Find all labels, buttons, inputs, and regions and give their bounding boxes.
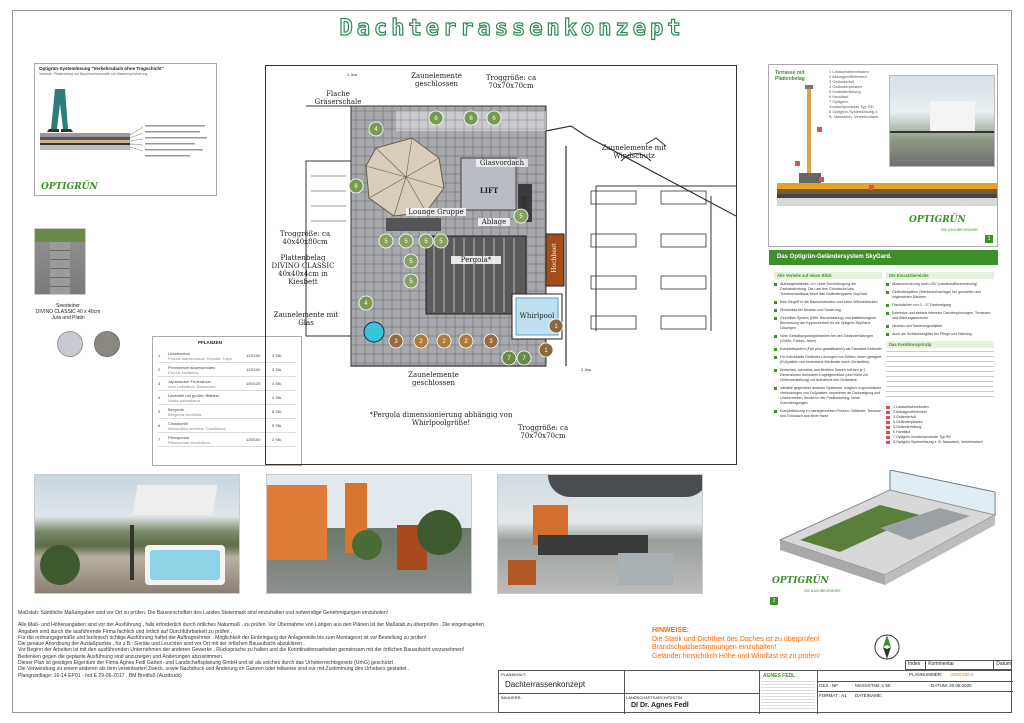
revision-table bbox=[905, 660, 1012, 670]
note-line: Die genaue Anordnung der Auslaßpunkte , für z.B.: Geräte und Leuchten sind vor Ort mit der örtlichen Bauaufsicht abzuklären . bbox=[18, 641, 305, 648]
tb-company-address bbox=[761, 681, 815, 711]
label-lift: LIFT bbox=[479, 186, 499, 195]
skygard-legend-marker bbox=[886, 421, 890, 424]
label-hochbeet: Hochbeet bbox=[551, 243, 558, 273]
spec-heading: Optigrün-Systemlösung "Verkehrsdach ohne Tragschicht" bbox=[39, 66, 164, 71]
plant-marker-number: 4 bbox=[374, 127, 378, 134]
skygard-principle-text bbox=[886, 351, 994, 399]
legend-name-sub: Bergenia cordifolia bbox=[168, 411, 202, 417]
plant-marker-number: 5 bbox=[424, 239, 428, 246]
skygard-legend-marker bbox=[886, 416, 890, 419]
plant-marker-number: 6 bbox=[354, 184, 358, 191]
skygard-detail-panel bbox=[768, 64, 998, 247]
tb-datum: DATUM: 20.06.2020 bbox=[931, 683, 972, 688]
paver-caption-3: Jura und Platin bbox=[51, 315, 85, 321]
legend-name-sub: Prunus laurocerasus 'Genolia' Tulpe bbox=[168, 355, 233, 361]
paver-swatch-platin bbox=[94, 331, 120, 357]
skygard-col1 bbox=[774, 272, 882, 422]
note-line: Bedenken gegen die geplante Ausführung sind anzuzeigen und Änderungen abzustimmen. bbox=[18, 653, 224, 660]
tb-architekt: DI Dr. Agnes Fedl bbox=[631, 702, 689, 709]
plant-marker-number: 3 bbox=[489, 339, 493, 346]
label-zaun-bottom: Zaunelemente geschlossen bbox=[408, 371, 459, 387]
label-grill: Grill bbox=[521, 195, 528, 209]
skygard-col2-head2: Das Funktionsprinzip bbox=[886, 341, 994, 348]
skygard-advantage-item: Auflastgehaltenes, d.h. ohne Durchdringung der Dachabdichtung. Die Last des Gründachs bzw. Terrassenaufbaus fixiert das Geländersystem SkyGard bbox=[774, 282, 882, 297]
note-line: Plangrundlage: 16-14 EP01 - Ind E 29-06-2017 , BM Breitfuß (Ausdruck) bbox=[18, 672, 182, 679]
label-lounge: Lounge Gruppe bbox=[406, 208, 466, 216]
legend-qty: 5 Stk. bbox=[272, 423, 283, 428]
legend-num: 3 bbox=[158, 381, 161, 386]
detail-legend-item: 8 Optigrün-Systemlösung z. B. Nassdach, Verkehrsdach bbox=[829, 109, 879, 119]
brochure-logo-sub: DIE DACHBEGRÜNER bbox=[804, 589, 841, 593]
render-photo-2 bbox=[266, 474, 472, 594]
label-zaun-top: Zaunelemente geschlossen bbox=[411, 72, 462, 88]
skygard-legend-item: 7 Optigrün-Vordachprodukte Typ RD bbox=[886, 435, 994, 440]
skygard-legend-item: 1 Lastaufnahmeboden bbox=[886, 405, 994, 410]
plant-marker-number: 6 bbox=[434, 116, 438, 123]
legend-name bbox=[168, 379, 246, 389]
plant-marker-number: 2 bbox=[464, 339, 468, 346]
legend-qty: 3 Stk. bbox=[272, 367, 283, 372]
skygard-legend-marker bbox=[886, 441, 890, 444]
skygard-legend-marker bbox=[886, 431, 890, 434]
detail-logo-sub: DIE DACHBEGRÜNER bbox=[941, 228, 978, 232]
detail-legend-item: 4 Geländerpfosten bbox=[829, 84, 862, 89]
skygard-legend-marker bbox=[886, 436, 890, 439]
detail-logo: OPTIGRÜN bbox=[909, 215, 966, 225]
legend-num: 6 bbox=[158, 423, 161, 428]
skygard-usage-item: Neubau und Sanierungsobjekte bbox=[886, 324, 994, 329]
legend-name-main: Lavendel mit großen Blättern bbox=[168, 392, 220, 398]
brochure-page-number: 2 bbox=[770, 597, 778, 605]
hinweis-line: Brandschutzbestimmungen einzuhalten! bbox=[652, 644, 777, 652]
legend-name bbox=[168, 421, 246, 431]
plant-marker-number: 6 bbox=[492, 116, 496, 123]
skygard-legend-item: 5 Geländerfüllung bbox=[886, 425, 994, 430]
plant-marker-number: 5 bbox=[409, 279, 413, 286]
render-photo-3 bbox=[497, 474, 703, 594]
legend-name-sub: Pittosporum tenuifolium bbox=[168, 439, 210, 445]
legend-name-sub: Prunus lusitanica bbox=[168, 369, 199, 375]
tb-company: AGNES FEDL bbox=[763, 673, 796, 679]
spec-diagram bbox=[35, 79, 216, 179]
hinweise-block bbox=[652, 627, 882, 661]
detail-legend-item: 3 Geländerfuß bbox=[829, 79, 855, 84]
plant-marker-number: 5 bbox=[404, 239, 408, 246]
note-line: Für die ordnungsgemäße und technisch richtige Ausführung haftet der Auftragnehmer . Möglichkeit der Einbringung der Anlagenteile bis zum Montageort ist vor Bestellung zu prüfen! bbox=[18, 634, 427, 641]
legend-name-main: Chinaschilf bbox=[168, 420, 188, 426]
legend-name-main: Bergenie bbox=[168, 406, 185, 412]
label-dim-top: 2.5m bbox=[346, 72, 358, 77]
rev-datum: Datum bbox=[996, 661, 1011, 667]
tb-planummer: 2020.020.e bbox=[951, 672, 974, 677]
plant-marker-number: 5 bbox=[519, 214, 523, 221]
legend-name bbox=[168, 407, 246, 417]
label-pergola-note: *Pergola dimensionierung abhängig von Whirlpoolgröße! bbox=[369, 411, 513, 427]
skygard-advantage-item: Komplettlösung zu marktgerechten Preisen: Geländer, Terrasse und Gründach aus einer Hand bbox=[774, 409, 882, 419]
legend-name bbox=[168, 365, 246, 375]
page-title: Dachterrassenkonzept bbox=[339, 16, 685, 41]
legend-name-main: Liriodendron bbox=[168, 350, 191, 356]
label-ablage: Ablage bbox=[478, 218, 510, 226]
plant-marker-number: 5 bbox=[384, 239, 388, 246]
label-flache: Flache Gräserschale bbox=[314, 90, 362, 106]
label-trog-left: Troggröße: ca 40x40x80cm bbox=[279, 230, 331, 246]
skygard-legend-marker bbox=[886, 426, 890, 429]
legend-num: 2 bbox=[158, 367, 161, 372]
plant-marker-number: 7 bbox=[522, 356, 526, 363]
legend-name-sub: Acer palmatum 'Dissectum' bbox=[168, 383, 217, 389]
skygard-advantage-item: Für individuelle Geländer-Lösungen von Dritten: Intern geeignet (Fußplatten und technische Merkmale durch Zertsteifen) bbox=[774, 355, 882, 365]
detail-title: Terrasse mit Plattenbelag bbox=[775, 70, 805, 82]
tb-architekt-label: LANDSCHAFTSARCHITEKTIN bbox=[626, 695, 683, 700]
skygard-3d-illustration bbox=[770, 470, 998, 590]
plant-marker-number: 5 bbox=[439, 239, 443, 246]
legend-header: PFLANZEN bbox=[198, 340, 222, 345]
legend-name bbox=[168, 435, 246, 445]
detail-legend-item: 1 Lastaufnahmeboden bbox=[829, 69, 869, 74]
label-zaun-right: Zaunelemente mit Windschutz bbox=[601, 144, 667, 160]
skygard-col2-head: Die Einsatzbereiche bbox=[886, 272, 994, 279]
optigruen-logo: OPTIGRÜN bbox=[41, 182, 98, 192]
spec-subheading: Variante: Plattenbelag auf Bautenschutzmatte mit Wasserspeicherung bbox=[39, 72, 148, 76]
skygard-usage-item: Extensive und einfach intensive Dachbegrünungen, Terrassen und Wartungsbereiche bbox=[886, 311, 994, 321]
note-line: Vor Beginn der Arbeiten ist mit den ausführenden Unternehmen der anderen Gewerke , Rücksprache zu halten und die Koordinationsarbeiten gemeinsam mit der örtlichen Bauaufsicht vorzunehmen! bbox=[18, 647, 465, 654]
skygard-advantage-item: Viele Gestaltungsmöglichkeiten bei den Geländerfüllungen (Größe, Farben, Arten) bbox=[774, 334, 882, 344]
legend-name bbox=[168, 393, 246, 403]
skygard-col2 bbox=[886, 272, 994, 445]
label-glasvordach: Glasvordach bbox=[476, 159, 528, 167]
tb-planummer-label: PLANNUMMER: bbox=[909, 672, 943, 677]
detail-page-number: 1 bbox=[985, 235, 993, 243]
note-line: Die Verwendung zu einem anderen als dem vereinbarten Zweck, sowie Nachdruck und Änderung im Ganzen oder teilweise sind nur mit Zustimmung des Urhebers gestattet . bbox=[18, 666, 410, 673]
plant-marker-number: 3 bbox=[394, 339, 398, 346]
label-trog-top: Troggröße: ca 70x70x70cm bbox=[485, 74, 537, 90]
spec-panel bbox=[34, 63, 217, 196]
rev-index: Index bbox=[906, 661, 926, 669]
tb-planinhalt: Dachterrassenkonzept bbox=[505, 680, 586, 689]
skygard-usage-item: Flachdächer von 0 – 5° Dachneigung bbox=[886, 303, 994, 308]
render-photo-1 bbox=[34, 474, 240, 594]
detail-legend-item: 7 Optigrün-Vordachprodukte Typ RD bbox=[829, 99, 874, 109]
note-line: Dieser Plan ist geistiges Eigentum der Firma Agnes Fedl Garten- und Landschaftsplanung GmbH und ist als solches durch das Urheberrechtsgesetz (UrhG) geschützt . bbox=[18, 660, 396, 667]
skygard-legend-marker bbox=[886, 411, 890, 414]
title-block bbox=[498, 670, 1012, 713]
legend-num: 5 bbox=[158, 409, 161, 414]
label-zaun-glas: Zaunelemente mit Glas bbox=[273, 311, 339, 327]
note-line: Alle Maß- und Höhenangaben sind vor der Ausführung , falls erforderlich durch örtliches Naturmaß , zu prüfen. Vor Übernahme von Längen aus den Plänen ist der Maßstab zu überprüfen . Die eingetragenen Angaben sind durch die ausführende Firma fachlich und örtlich auf Durchführbarkeit zu prüfen . bbox=[18, 622, 485, 635]
legend-size: 125/150 bbox=[246, 367, 261, 372]
label-plattenbelag: Plattenbelag DIVINO CLASSIC 40x40x4cm in Kiesbett bbox=[271, 254, 335, 286]
label-pergola: Pergola* bbox=[451, 256, 501, 264]
label-whirlpool: Whirlpool bbox=[519, 312, 555, 320]
skygard-advantage-item: Geprüftes System (DIBt, Bauzulassung) und statikbezogene Bemessung der Kippsicherheit für die Optigrün-SkyGard-Lösungen bbox=[774, 316, 882, 331]
tb-format: FORMAT : A1 bbox=[819, 693, 847, 698]
legend-num: 1 bbox=[158, 353, 161, 358]
skygard-legend-marker bbox=[886, 406, 890, 409]
paver-swatch-jura bbox=[57, 331, 83, 357]
legend-qty: 3 Stk. bbox=[272, 353, 283, 358]
plant-marker-number: 1 bbox=[554, 324, 558, 331]
paver-caption bbox=[28, 303, 108, 321]
skygard-usage-item: Auch als Sichtschutzgitter bei Pflege und Wartung bbox=[886, 332, 994, 337]
plant-marker-number: 2 bbox=[419, 339, 423, 346]
skygard-advantage-item: Variable gegenüber anderen Systemen: möglich: ergonomische Verbindungen von Fußplatten, separieren an Dachneigung und Unebenheiten, flexibel in der Positionierung, keine Durchdringungen bbox=[774, 386, 882, 406]
brochure-logo: OPTIGRÜN bbox=[772, 576, 829, 586]
plant-marker-number: 7 bbox=[507, 356, 511, 363]
skygard-header: Das Optigrün-Geländersystem SkyGard. bbox=[769, 250, 998, 265]
skygard-legend-item: 4 Geländerpfosten bbox=[886, 420, 994, 425]
note-line: Maßstab: Sämtliche Maßangaben sind vor Ort zu prüfen. Die Bauvorschriften des Landes Steiermark sind einzuhalten und notwendige Genehmigungen einzuholen! bbox=[18, 610, 389, 616]
general-notes bbox=[18, 610, 488, 679]
terrace-plan bbox=[265, 65, 737, 465]
legend-name-main: Pittosporum bbox=[168, 434, 190, 440]
legend-qty: 2 Stk. bbox=[272, 437, 283, 442]
legend-name-main: Japanischer Federahorn bbox=[168, 378, 212, 384]
plant-marker-number: 4 bbox=[364, 301, 368, 308]
legend-size: 125/150 bbox=[246, 353, 261, 358]
tb-dateiname: DATEINAME: bbox=[855, 693, 883, 698]
detail-legend-item: 6 Handlauf bbox=[829, 94, 849, 99]
skygard-legend-item: 2 Aktragprofilelement bbox=[886, 410, 994, 415]
legend-num: 4 bbox=[158, 395, 161, 400]
skygard-legend-item: 8 Optigrün-Systemlösung z. B. Nassdach, Verkehrsdach bbox=[886, 440, 994, 445]
skygard-legend-item: 3 Geländerfuß bbox=[886, 415, 994, 420]
legend-size: 125/150 bbox=[246, 437, 261, 442]
skygard-usage-item: Absturzsicherung nach LRV (Landschaftsverordnung) bbox=[886, 282, 994, 287]
hinweis-line: Die Statik und Dichtheit des Daches ist zu überprüfen! bbox=[652, 635, 820, 643]
legend-name-main: Pennisetum alopecuroides bbox=[168, 364, 216, 370]
tb-massstab: MASSSTAB: 1:50 bbox=[855, 683, 891, 688]
plant-marker-number: 1 bbox=[544, 348, 548, 355]
skygard-col1-head: Alle Vorteile auf einen Blick bbox=[774, 272, 882, 279]
north-arrow-icon bbox=[872, 632, 902, 662]
hinweis-line: Geländer hinsichtlich Höhe und Windlast ist zu prüfen! bbox=[652, 652, 821, 660]
detail-photo bbox=[889, 75, 995, 167]
plant-marker-number: 6 bbox=[469, 116, 473, 123]
legend-qty: 2 Stk. bbox=[272, 395, 283, 400]
detail-legend-item: 2 Aktragprofilelement bbox=[829, 74, 867, 79]
hinweise-head: HINWEISE: bbox=[652, 627, 689, 634]
label-trog-bottom: Troggröße: ca 70x70x70cm bbox=[517, 424, 569, 440]
skygard-advantage-item: Komplettsystem (Fuß plus gestaltbarem) als Standard-Geländer bbox=[774, 347, 882, 352]
legend-name-sub: Miscanthus sinensis 'Gracillimus' bbox=[168, 425, 227, 431]
legend-name-sub: Hosta sieboldiana bbox=[168, 397, 200, 403]
paver-caption-1: Seesteiner bbox=[56, 303, 80, 309]
plant-marker-number: 5 bbox=[409, 259, 413, 266]
legend-size: 100/125 bbox=[246, 381, 261, 386]
legend-qty: 4 Stk. bbox=[272, 381, 283, 386]
skygard-legend-item: 6 Handlauf bbox=[886, 430, 994, 435]
tb-gez: GEZ.: NF bbox=[819, 683, 838, 688]
tb-bauherr-label: BAUHERR: bbox=[501, 695, 522, 700]
tb-planinhalt-label: PLANINHALT: bbox=[501, 672, 527, 677]
legend-qty: 8 Stk. bbox=[272, 409, 283, 414]
rev-kommentar: Kommentar bbox=[926, 661, 994, 669]
legend-name bbox=[168, 351, 246, 361]
plant-marker-number: 2 bbox=[442, 339, 446, 346]
paver-photo bbox=[34, 228, 86, 295]
skygard-usage-item: Geländersystem (Werkschutzanlage) bei genutzten und ungenutzten Dächern bbox=[886, 290, 994, 300]
label-dim-right: 2.5m bbox=[580, 367, 592, 372]
skygard-advantage-item: Einsetzbar bei Neubau und Sanierung bbox=[774, 308, 882, 313]
detail-legend bbox=[829, 69, 879, 119]
legend-num: 7 bbox=[158, 437, 161, 442]
skygard-advantage-item: Kein Eingriff in die Baukonstruktion und keine Wärmebrücken bbox=[774, 300, 882, 305]
paver-caption-2: DIVINO CLASSIC 40 x 40cm bbox=[35, 309, 101, 315]
detail-legend-item: 5 Geländerfüllung bbox=[829, 89, 861, 94]
skygard-advantage-item: Einfaches, schnelles und flexibles Setzen mit den je 2 Dimensionen drehbaren Kugelgelenkfuß (und Höhe zur Höhenverstellung) zur Aufnahme des Geländers bbox=[774, 368, 882, 383]
